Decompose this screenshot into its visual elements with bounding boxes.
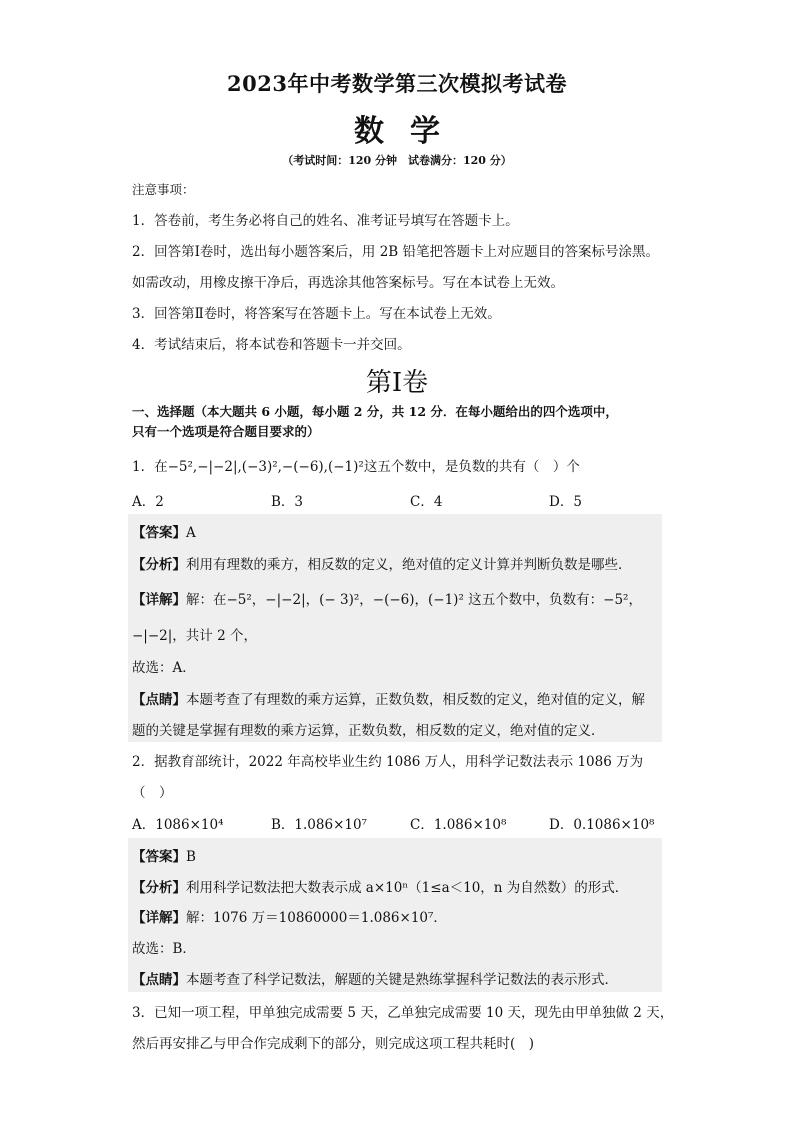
q1-option-c: C．4 (410, 494, 443, 510)
q2-option-d: D．0.1086×10⁸ (549, 817, 655, 833)
q1-option-d: D．5 (549, 494, 582, 510)
note-item: 2．回答第Ⅰ卷时，选出每小题答案后，用 2B 铅笔把答题卡上对应题目的答案标号涂黑。 (132, 244, 660, 260)
subject-title: 数学 (354, 114, 466, 149)
q1-comment (132, 688, 645, 708)
comment-text: 本题考查了有理数的乘方运算，正数负数，相反数的定义，绝对值的定义，解 (186, 692, 645, 708)
note-item: 如需改动，用橡皮擦干净后，再选涂其他答案标号。写在本试卷上无效。 (132, 275, 564, 291)
analysis-text: 利用科学记数法把大数表示成 a×10ⁿ（1≤a＜10，n 为自然数）的形式． (186, 880, 629, 896)
answer-value: B (186, 849, 196, 865)
q1-detail-cont: −|−2|，共计 2 个， (132, 628, 257, 644)
note-item: 1．答卷前，考生务必将自己的姓名、准考证号填写在答题卡上。 (132, 213, 519, 229)
notes-title: 注意事项： (132, 182, 195, 197)
answer-value: A (186, 525, 196, 541)
analysis-tag: 【分析】 (132, 880, 186, 896)
question-3-stem-cont: 然后再安排乙与甲合作完成剩下的部分，则完成这项工程共耗时( ) (132, 1036, 535, 1052)
q1-analysis (132, 553, 632, 573)
q1-detail (132, 588, 642, 608)
volume-title: 第Ⅰ卷 (365, 368, 429, 398)
q2-option-a: A．1086×10⁴ (132, 817, 224, 833)
q1-stem-expression: −5²,−|−2|,(−3)²,−(−6),(−1)² (167, 459, 364, 475)
q2-comment (132, 968, 618, 988)
q2-detail (132, 906, 447, 926)
question-1-stem (132, 455, 580, 475)
note-item: 4．考试结束后，将本试卷和答题卡一并交回。 (132, 337, 411, 353)
question-2-stem-cont: （ ） (132, 785, 173, 801)
section-heading: 一、选择题（本大题共 6 小题，每小题 2 分，共 12 分．在每小题给出的四个选项中， (132, 404, 618, 419)
detail-text: 解：1076 万＝10860000＝1.086×10⁷． (186, 910, 447, 926)
q1-stem-prefix: 1．在 (132, 459, 168, 475)
detail-tag: 【详解】 (132, 910, 186, 926)
comment-tag: 【点睛】 (132, 692, 186, 708)
q2-option-b: B．1.086×10⁷ (271, 817, 367, 833)
analysis-text: 利用有理数的乘方，相反数的定义，绝对值的定义计算并判断负数是哪些． (186, 557, 632, 573)
answer-tag: 【答案】 (132, 849, 186, 865)
question-3-stem: 3．已知一项工程，甲单独完成需要 5 天，乙单独完成需要 10 天，现先由甲单独做 2 天， (132, 1005, 674, 1021)
q2-answer (132, 845, 196, 865)
exam-info: （考试时间：120 分钟 试卷满分：120 分） (282, 154, 512, 167)
comment-tag: 【点睛】 (132, 972, 186, 988)
q1-comment-cont: 题的关键是掌握有理数的乘方运算，正数负数，相反数的定义，绝对值的定义． (132, 723, 605, 739)
section-heading: 只有一个选项是符合题目要求的） (132, 424, 320, 439)
q2-option-c: C．1.086×10⁸ (410, 817, 507, 833)
q1-choose: 故选：A． (132, 660, 196, 676)
q1-option-a: A．2 (132, 494, 164, 510)
detail-text: 解：在−5²，−|−2|，(− 3)²，−(−6)，(−1)² 这五个数中，负数有：−5²， (186, 592, 642, 608)
detail-tag: 【详解】 (132, 592, 186, 608)
q2-analysis (132, 876, 628, 896)
comment-text: 本题考查了科学记数法，解题的关键是熟练掌握科学记数法的表示形式． (186, 972, 618, 988)
q1-stem-suffix: 这五个数中，是负数的共有（ ）个 (363, 459, 580, 475)
exam-title: 2023年中考数学第三次模拟考试卷 (227, 71, 567, 96)
q1-answer (132, 521, 196, 541)
q2-choose: 故选：B． (132, 941, 196, 957)
question-2-stem: 2．据教育部统计，2022 年高校毕业生约 1086 万人，用科学记数法表示 1086 万为 (132, 754, 644, 770)
analysis-tag: 【分析】 (132, 557, 186, 573)
answer-tag: 【答案】 (132, 525, 186, 541)
q1-option-b: B．3 (271, 494, 304, 510)
note-item: 3．回答第Ⅱ卷时，将答案写在答题卡上。写在本试卷上无效。 (132, 306, 501, 322)
